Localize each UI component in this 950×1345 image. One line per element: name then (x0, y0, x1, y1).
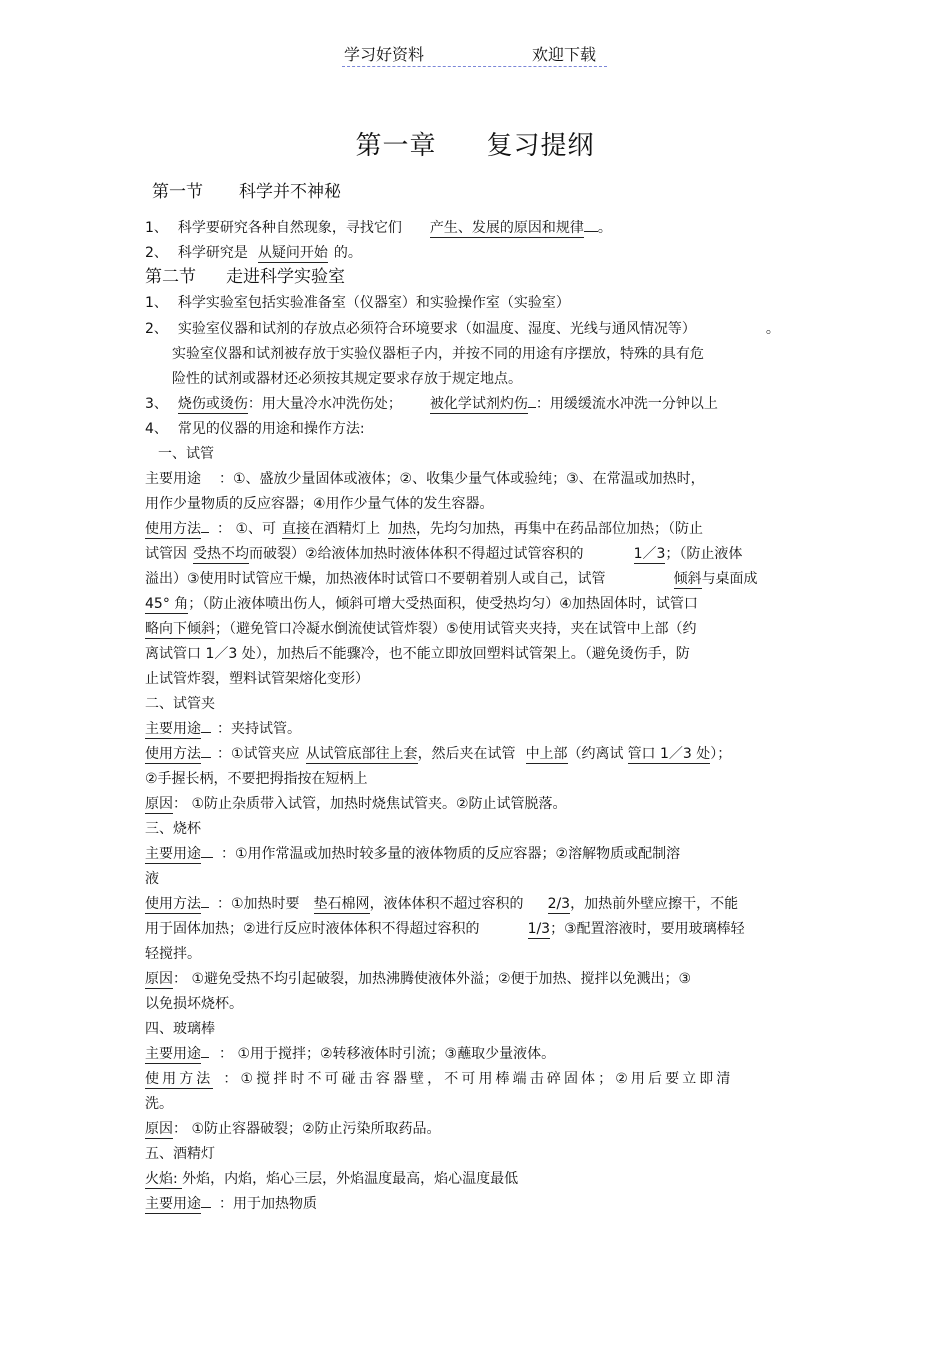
beaker-method-line2: 用于固体加热；②进行反应时液体体积不得超过容积的 1/3；③配置溶液时，要用玻璃棒轻 (145, 921, 745, 937)
s2-item-3: 3、 烧伤或烫伤：用大量冷水冲洗伤处； 被化学试剂灼伤 ：用缓缓流水冲洗一分钟以上 (145, 396, 718, 412)
lamp-flame: 火焰: 外焰，内焰，焰心三层，外焰温度最高，焰心温度最低 (145, 1171, 519, 1187)
header-left: 学习好资料 (344, 45, 425, 64)
tube-heading: 一、试管 (158, 446, 214, 462)
clamp-heading: 二、试管夹 (145, 696, 215, 712)
beaker-use-line1: 主要用途 ：①用作常温或加热时较多量的液体物质的反应容器；②溶解物质或配制溶 (145, 846, 681, 862)
rod-method-line2: 洗。 (145, 1096, 173, 1112)
s2-item-4: 4、 常见的仪器的用途和操作方法: (145, 421, 365, 437)
clamp-method-line2: ②手握长柄，不要把拇指按在短柄上 (145, 771, 368, 787)
tube-method-line2: 试管因 受热不均而破裂）②给液体加热时液体体积不得超过试管容积的 1／3；（防止液体 (145, 546, 743, 562)
rod-method-line1: 使用方法 ：①搅拌时不可碰击容器壁，不可用棒端击碎固体；②用后要立即清 (145, 1071, 734, 1087)
s2-item-2-line3: 险性的试剂或器材还必须按其规定要求存放于规定地点。 (172, 371, 522, 387)
beaker-use-line2: 液 (145, 871, 159, 887)
beaker-reason-line2: 以免损坏烧杯。 (145, 996, 243, 1012)
rod-reason: 原因： ①防止容器破裂；②防止污染所取药品。 (145, 1121, 441, 1137)
rod-use: 主要用途 ： ①用于搅拌；②转移液体时引流；③蘸取少量液体。 (145, 1046, 556, 1062)
clamp-use: 主要用途 ：夹持试管。 (145, 721, 301, 737)
header-right: 欢迎下载 (532, 45, 597, 64)
clamp-method-line1: 使用方法 ：①试管夹应 从试管底部往上套，然后夹在试管 中上部（约离试 管口 1／3 处）； (145, 746, 732, 762)
s2-item-2-line2: 实验室仪器和试剂被存放于实验仪器柜子内，并按不同的用途有序摆放，特殊的具有危 (172, 346, 704, 362)
s1-item-2: 2、 科学研究是 从疑问开始 的。 (145, 245, 362, 261)
lamp-heading: 五、酒精灯 (145, 1146, 215, 1162)
tube-use-line1: 主要用途 ：①、盛放少量固体或液体；②、收集少量气体或验纯；③、在常温或加热时， (145, 471, 705, 487)
clamp-reason: 原因： ①防止杂质带入试管，加热时烧焦试管夹。②防止试管脱落。 (145, 796, 567, 812)
tube-method-line4: 45° 角；（防止液体喷出伤人，倾斜可增大受热面积，使受热均匀）④加热固体时，试管口 (145, 596, 698, 612)
beaker-reason-line1: 原因： ①避免受热不均引起破裂，加热沸腾使液体外溢；②便于加热、搅拌以免溅出；③ (145, 971, 692, 987)
tube-method-line6: 离试管口 1／3 处），加热后不能骤冷，也不能立即放回塑料试管架上。（避免烫伤手，防 (145, 646, 690, 662)
page-header (342, 42, 607, 67)
tube-method-line7: 止试管炸裂，塑料试管架熔化变形） (145, 671, 369, 687)
lamp-use: 主要用途 ：用于加热物质 (145, 1196, 317, 1212)
page-title: 第一章 复习提纲 (355, 131, 595, 161)
tube-method-line5: 略向下倾斜；（避免管口冷凝水倒流使试管炸裂）⑤使用试管夹夹持，夹在试管中上部（约 (145, 621, 697, 637)
s2-item-2: 2、 实验室仪器和试剂的存放点必须符合环境要求（如温度、湿度、光线与通风情况等） 。 (145, 321, 780, 337)
s1-item-1: 1、 科学要研究各种自然现象，寻找它们 产生、发展的原因和规律 。 (145, 220, 612, 236)
beaker-method-line3: 轻搅拌。 (145, 946, 201, 962)
section-1-heading: 第一节 科学并不神秘 (152, 182, 341, 202)
section-2-heading: 第二节 走进科学实验室 (145, 267, 345, 287)
tube-method-line3: 溢出）③使用时试管应干燥，加热液体时试管口不要朝着别人或自己，试管 倾斜与桌面成 (145, 571, 758, 587)
tube-method-line1: 使用方法 ： ①、可 直接在酒精灯上 加热，先均匀加热，再集中在药品部位加热；（防止 (145, 521, 704, 537)
tube-use-line2: 用作少量物质的反应容器；④用作少量气体的发生容器。 (145, 496, 494, 512)
beaker-method-line1: 使用方法 ：①加热时要 垫石棉网，液体体积不超过容积的 2/3，加热前外壁应擦干，不能 (145, 896, 739, 912)
s2-item-1: 1、 科学实验室包括实验准备室（仪器室）和实验操作室（实验室） (145, 295, 570, 311)
beaker-heading: 三、烧杯 (145, 821, 201, 837)
rod-heading: 四、玻璃棒 (145, 1021, 215, 1037)
